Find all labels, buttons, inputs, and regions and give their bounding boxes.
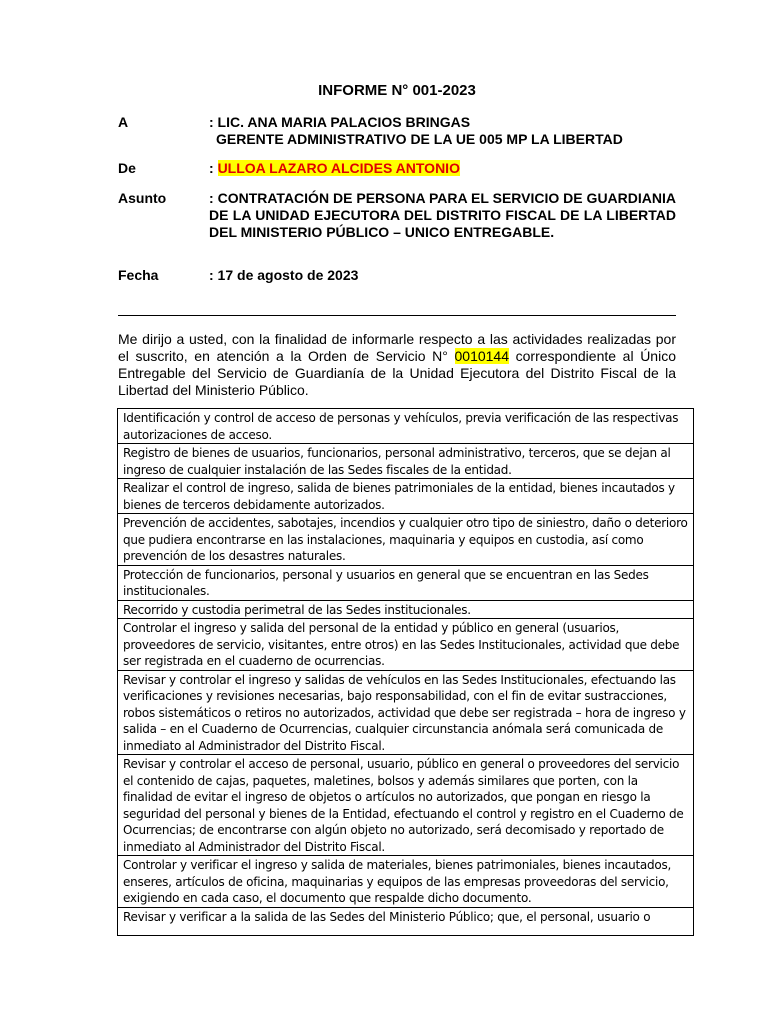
intro-paragraph — [118, 331, 676, 399]
subject-label: Asunto — [118, 190, 167, 206]
table-row — [118, 755, 694, 856]
order-number-highlighted: 0010144 — [454, 348, 510, 364]
table-row — [118, 907, 694, 935]
to-label: A — [118, 114, 129, 130]
intro-text-after: correspondiente al Único Entregable del Servicio de Guardianía de la Unidad Ejecutora del Distrito Fiscal de la Libertad del Ministerio Público. — [118, 348, 676, 398]
table-cell: Prevención de accidentes, sabotajes, incendios y cualquier otro tipo de siniestro, daño o deterioro que pudiera encontrarse en las instalaciones, maquinaria y equipos en custodia, así como prevención de los desastres naturales. — [118, 514, 694, 566]
table-row — [118, 670, 694, 755]
table-row — [118, 856, 694, 908]
table-row — [118, 409, 694, 444]
date-value: : 17 de agosto de 2023 — [209, 267, 359, 283]
table-row — [118, 479, 694, 514]
table-cell: Controlar el ingreso y salida del personal de la entidad y público en general (usuarios, proveedores de servicio, visitantes, entre otros) en las Sedes Institucionales, actividad que debe ser registrada en el cuaderno de ocurrencias. — [118, 619, 694, 671]
from-value — [209, 160, 676, 177]
table-row — [118, 619, 694, 671]
report-title: INFORME N° 001-2023 — [318, 82, 476, 99]
table-cell: Revisar y controlar el acceso de personal, usuario, público en general o proveedores del servicio el contenido de cajas, paquetes, maletines, bolsos y además similares que porten, con la finalidad de evitar el ingreso de objetos o artículos no autorizados, que pongan en riesgo la seguridad del personal y bienes de la Entidad, efectuando el control y registro en el Cuaderno de Ocurrencias; de encontrarse con algún objeto no autorizado, será decomisado y reportado de inmediato al Administrador del Distrito Fiscal. — [118, 755, 694, 856]
to-name: : LIC. ANA MARIA PALACIOS BRINGAS — [209, 114, 471, 130]
table-row — [118, 565, 694, 600]
table-cell: Identificación y control de acceso de personas y vehículos, previa verificación de las respectivas autorizaciones de acceso. — [118, 409, 694, 444]
table-row — [118, 514, 694, 566]
from-name-highlighted: ULLOA LAZARO ALCIDES ANTONIO — [217, 160, 460, 176]
header-divider — [118, 315, 676, 316]
table-cell: Revisar y verificar a la salida de las Sedes del Ministerio Público; que, el personal, usuario o — [118, 907, 694, 935]
table-cell: Recorrido y custodia perimetral de las Sedes institucionales. — [118, 600, 694, 619]
to-value — [209, 114, 676, 148]
table-row — [118, 600, 694, 619]
from-label: De — [118, 160, 136, 176]
intro-text-before: Me dirijo a usted, con la finalidad de informarle respecto a las actividades realizadas por el suscrito, en atención a la Orden de Servicio N° — [118, 331, 676, 364]
activities-table — [117, 408, 694, 936]
table-row — [118, 444, 694, 479]
table-cell: Realizar el control de ingreso, salida de bienes patrimoniales de la entidad, bienes incautados y bienes de terceros debidamente autorizados. — [118, 479, 694, 514]
subject-value: : CONTRATACIÓN DE PERSONA PARA EL SERVICIO DE GUARDIANIA DE LA UNIDAD EJECUTORA DEL DISTRITO FISCAL DE LA LIBERTAD DEL MINISTERIO PÚBLICO – UNICO ENTREGABLE. — [209, 190, 676, 240]
table-cell: Registro de bienes de usuarios, funcionarios, personal administrativo, terceros, que se dejan al ingreso de cualquier instalación de las Sedes fiscales de la entidad. — [118, 444, 694, 479]
date-label: Fecha — [118, 267, 159, 283]
table-cell: Controlar y verificar el ingreso y salida de materiales, bienes patrimoniales, bienes incautados, enseres, artículos de oficina, maquinarias y equipos de las empresas proveedoras del servicio, exigiendo en cada caso, el documento que respalde dicho documento. — [118, 856, 694, 908]
from-prefix: : — [209, 160, 218, 176]
to-position: GERENTE ADMINISTRATIVO DE LA UE 005 MP LA LIBERTAD — [216, 131, 623, 147]
table-cell: Revisar y controlar el ingreso y salidas de vehículos en las Sedes Institucionales, efectuando las verificaciones y revisiones necesarias, bajo responsabilidad, con el fin de evitar sustracciones, robos sistemáticos o retiros no autorizados, actividad que debe ser registrada – hora de ingreso y salida – en el Cuaderno de Ocurrencias, cualquier circunstancia anómala será comunicada de inmediato al Administrador del Distrito Fiscal. — [118, 670, 694, 755]
table-cell: Protección de funcionarios, personal y usuarios en general que se encuentran en las Sedes institucionales. — [118, 565, 694, 600]
